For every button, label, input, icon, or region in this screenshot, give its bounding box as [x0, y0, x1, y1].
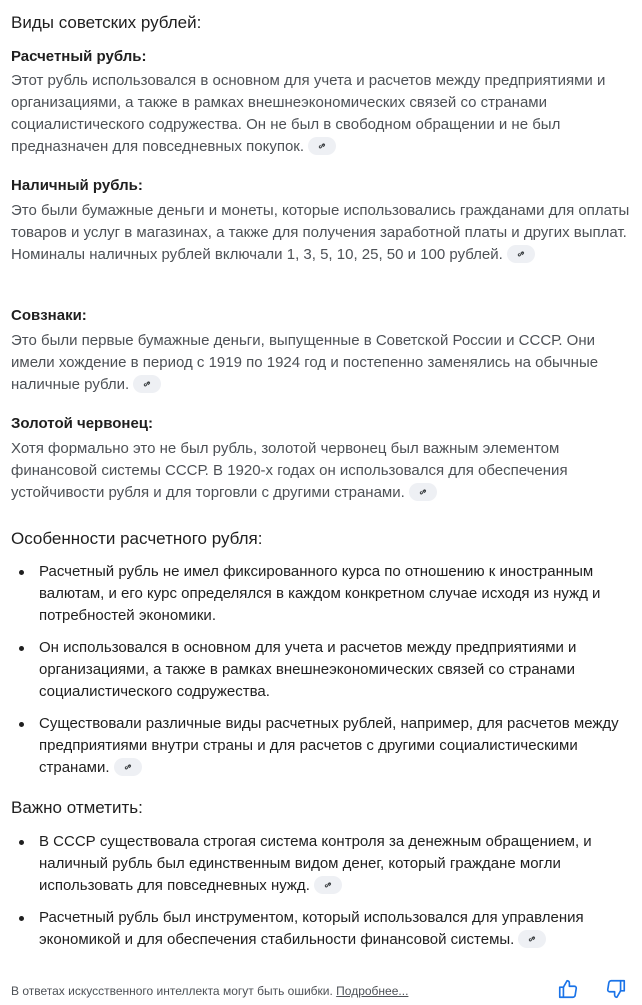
thumbs-down-button[interactable] — [605, 978, 629, 1002]
type-text-settlement-ruble: Этот рубль использовался в основном для учета и расчетов между предприятиями и организациями, а также в рамках внешнеэкономических связей со странами социалистического содружества. Он не был в свободном обращении и не был предназначен для повседневных покупок. — [11, 72, 606, 155]
source-link-chip[interactable] — [507, 245, 535, 263]
features-list — [0, 561, 642, 779]
type-heading-cash-ruble: Наличный рубль: — [11, 177, 143, 194]
ai-disclaimer: В ответах искусственного интеллекта могут быть ошибки. Подробнее... — [11, 984, 409, 998]
type-text-cash-ruble: Это были бумажные деньги и монеты, которые использовались гражданами для оплаты товаров и услуг в магазинах, а также для получения заработной платы и других выплат. Номиналы наличных рублей включали 1, 3, 5, 10, 25, 50 и 100 рублей. — [11, 202, 630, 263]
list-item: Существовали различные виды расчетных рублей, например, для расчетов между предприятиями внутри страны и для расчетов с другими социалистическими странами. — [0, 713, 633, 779]
link-icon — [417, 486, 429, 498]
source-link-chip[interactable] — [409, 483, 437, 501]
notes-list — [0, 831, 642, 951]
section-title-features: Особенности расчетного рубля: — [11, 529, 263, 548]
bullet-icon — [19, 722, 24, 727]
type-heading-sovznaki: Совзнаки: — [11, 307, 87, 324]
link-icon — [316, 140, 328, 152]
bullet-icon — [19, 840, 24, 845]
list-item: Расчетный рубль не имел фиксированного курса по отношению к иностранным валютам, и его курс определялся в каждом конкретном случае исходя из нужд и потребностей экономики. — [0, 561, 633, 627]
thumbs-up-button[interactable] — [557, 978, 581, 1002]
thumbs-down-icon — [605, 978, 627, 1000]
link-icon — [141, 378, 153, 390]
link-icon — [526, 933, 538, 945]
source-link-chip[interactable] — [133, 375, 161, 393]
bullet-icon — [19, 916, 24, 921]
link-icon — [515, 248, 527, 260]
link-icon — [322, 879, 334, 891]
list-item: Он использовался в основном для учета и расчетов между предприятиями и организациями, а также в рамках внешнеэкономических связей со странами социалистического содружества. — [0, 637, 633, 703]
source-link-chip[interactable] — [308, 137, 336, 155]
section-title-types: Виды советских рублей: — [11, 13, 202, 32]
thumbs-up-icon — [557, 978, 579, 1000]
section-title-notes: Важно отметить: — [11, 798, 143, 817]
type-heading-settlement-ruble: Расчетный рубль: — [11, 48, 147, 65]
source-link-chip[interactable] — [518, 930, 546, 948]
list-item: Расчетный рубль был инструментом, который использовался для управления экономикой и для обеспечения стабильности финансовой системы. — [0, 907, 633, 951]
learn-more-link[interactable]: Подробнее... — [336, 984, 409, 998]
bullet-icon — [19, 570, 24, 575]
source-link-chip[interactable] — [114, 758, 142, 776]
source-link-chip[interactable] — [314, 876, 342, 894]
type-heading-gold-chervonets: Золотой червонец: — [11, 415, 154, 432]
list-item: В СССР существовала строгая система контроля за денежным обращением, и наличный рубль был единственным видом денег, который граждане могли использовать для повседневных нужд. — [0, 831, 633, 897]
bullet-icon — [19, 646, 24, 651]
type-text-gold-chervonets: Хотя формально это не был рубль, золотой червонец был важным элементом финансовой системы СССР. В 1920-х годах он использовался для обеспечения устойчивости рубля и для торговли с другими странами. — [11, 440, 568, 501]
type-text-sovznaki: Это были первые бумажные деньги, выпущенные в Советской России и СССР. Они имели хождение в период с 1919 по 1924 год и постепенно заменялись на обычные наличные рубли. — [11, 332, 599, 393]
link-icon — [122, 761, 134, 773]
